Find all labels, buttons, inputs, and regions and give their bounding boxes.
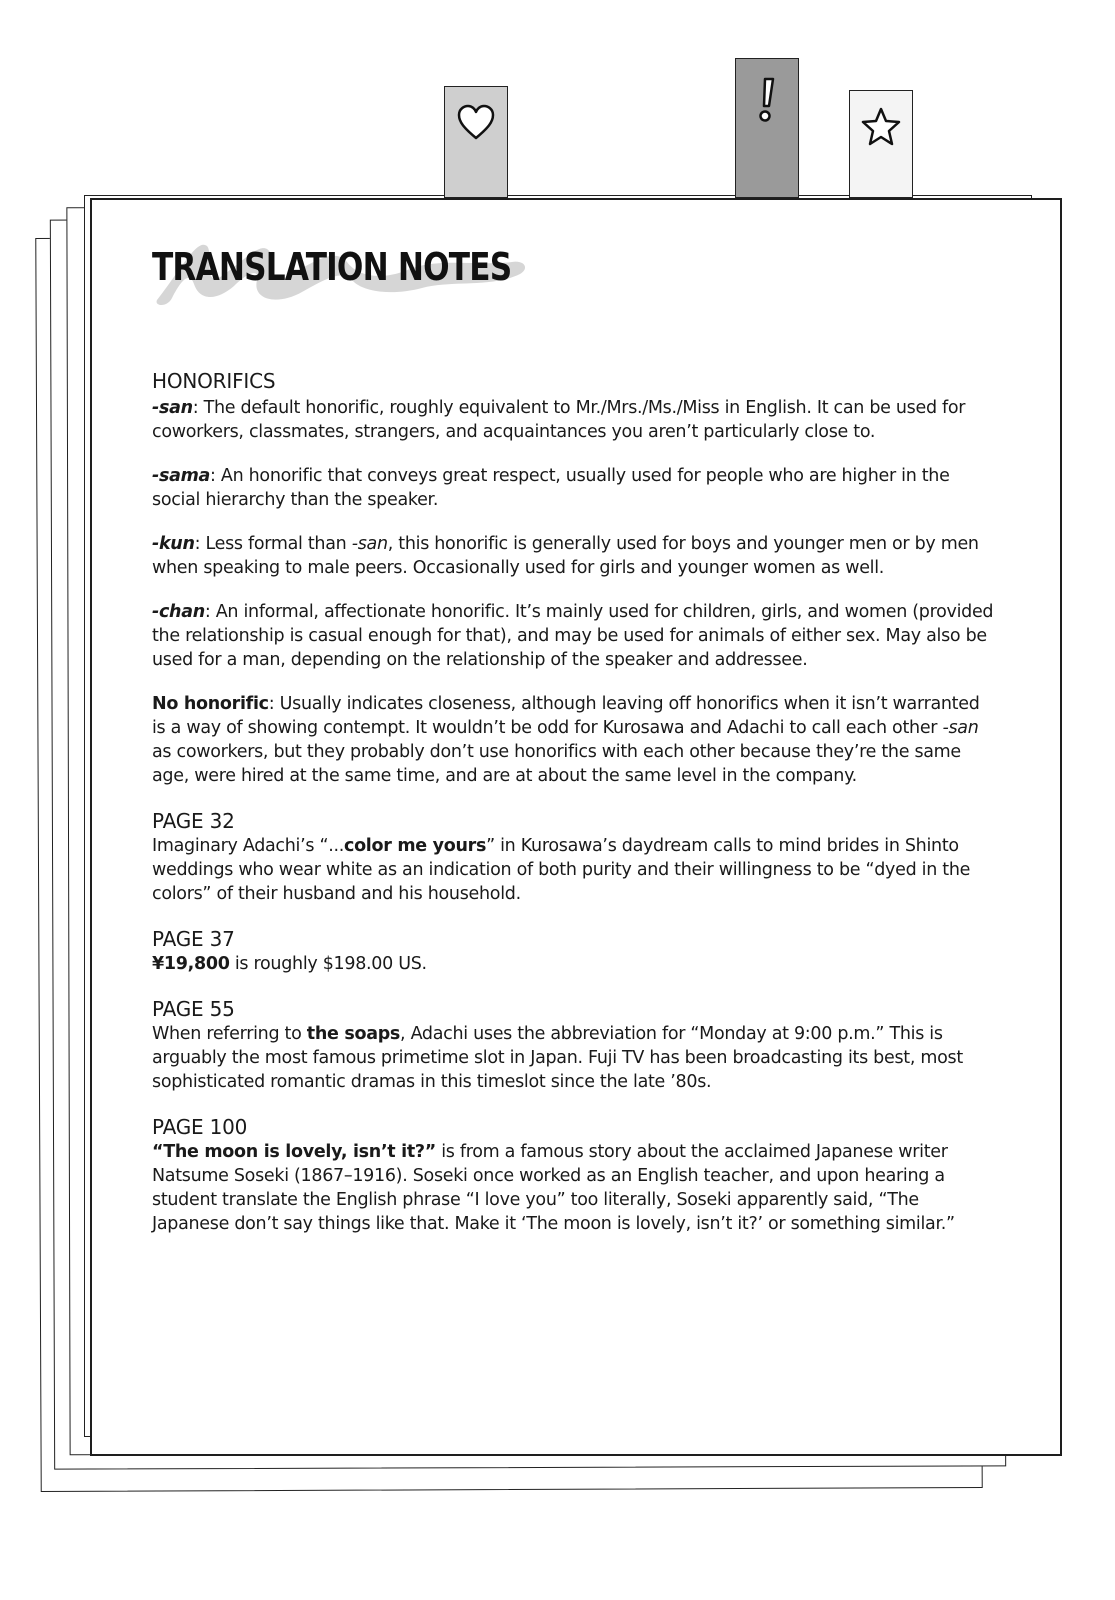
honorific-term: -kun (152, 534, 195, 554)
honorific-entry-sama: -sama: An honorific that conveys great respect, usually used for people who are higher in the social hierarchy than the speaker. (152, 466, 950, 510)
honorific-description: The default honorific, roughly equivalent to Mr./Mrs./Ms./Miss in English. It can be used for coworkers, classmates, strangers, and acquaintances you aren’t particularly close to. (152, 398, 966, 442)
note-text: When referring to the soaps, Adachi uses the abbreviation for “Monday at 9:00 p.m.” This is arguably the most famous primetime slot in Japan. Fuji TV has been broadcasting its best, most sophisticated romantic dramas in this timeslot since the late ’80s. (152, 1024, 963, 1092)
exclamation-icon (752, 75, 782, 125)
honorific-term: -chan (152, 602, 205, 622)
section-heading: PAGE 37 (152, 927, 235, 951)
note-text: “The moon is lovely, isn’t it?” is from a famous story about the acclaimed Japanese writer Natsume Soseki (1867–1916). Soseki once worked as an English teacher, and upon hearing a student translate the English phrase “I love you” too literally, Soseki apparently said, “The Japanese don’t say things like that. Make it ‘The moon is lovely, isn’t it?’ or something similar.” (152, 1142, 955, 1234)
page-title: TRANSLATION NOTES (152, 245, 512, 289)
bookmark-tab-heart (444, 86, 508, 198)
heart-icon (456, 103, 496, 143)
translation-notes-page (90, 198, 1062, 1456)
honorific-description: An informal, affectionate honorific. It’s mainly used for children, girls, and women (provided the relationship is casual enough for that), and may be used for animals of either sex. May also be used for a man, depending on the relationship of the speaker and addressee. (152, 602, 994, 670)
section-heading: PAGE 55 (152, 997, 235, 1021)
honorific-entry-none: No honorific: Usually indicates closeness, although leaving off honorifics when it isn’t warranted is a way of showing contempt. It wouldn’t be odd for Kurosawa and Adachi to call each other -san as coworkers, but they probably don’t use honorifics with each other because they’re the same age, were hired at the same time, and are at about the same level in the company. (152, 694, 980, 786)
note-text: ¥19,800 is roughly $198.00 US. (152, 954, 427, 974)
honorific-term: No honorific (152, 694, 269, 714)
bookmark-tab-exclamation (735, 58, 799, 198)
notes-content (152, 368, 997, 1256)
section-heading: PAGE 32 (152, 809, 235, 833)
section-heading: HONORIFICS (152, 369, 276, 393)
honorific-entry-chan: -chan: An informal, affectionate honorific. It’s mainly used for children, girls, and women (provided the relationship is casual enough for that), and may be used for animals of either sex. May also be used for a man, depending on the relationship of the speaker and addressee. (152, 602, 994, 670)
page-note-100 (152, 1114, 997, 1236)
honorific-entry-kun: -kun: Less formal than -san, this honorific is generally used for boys and younger men or by men when speaking to male peers. Occasionally used for girls and younger women as well. (152, 534, 979, 578)
honorific-term: -san (152, 398, 193, 418)
honorifics-section (152, 368, 997, 788)
section-heading: PAGE 100 (152, 1115, 248, 1139)
page-note-37 (152, 926, 997, 976)
honorific-description: An honorific that conveys great respect, usually used for people who are higher in the social hierarchy than the speaker. (152, 466, 950, 510)
honorific-entry-san: -san: The default honorific, roughly equivalent to Mr./Mrs./Ms./Miss in English. It can be used for coworkers, classmates, strangers, and acquaintances you aren’t particularly close to. (152, 398, 966, 442)
bookmark-tab-star (849, 90, 913, 198)
honorific-term: -sama (152, 466, 211, 486)
star-icon (859, 105, 903, 149)
note-text: Imaginary Adachi’s “...color me yours” in Kurosawa’s daydream calls to mind brides in Shinto weddings who wear white as an indication of both purity and their willingness to be “dyed in the colors” of their husband and his household. (152, 836, 971, 904)
page-note-55 (152, 996, 997, 1094)
page-note-32 (152, 808, 997, 906)
